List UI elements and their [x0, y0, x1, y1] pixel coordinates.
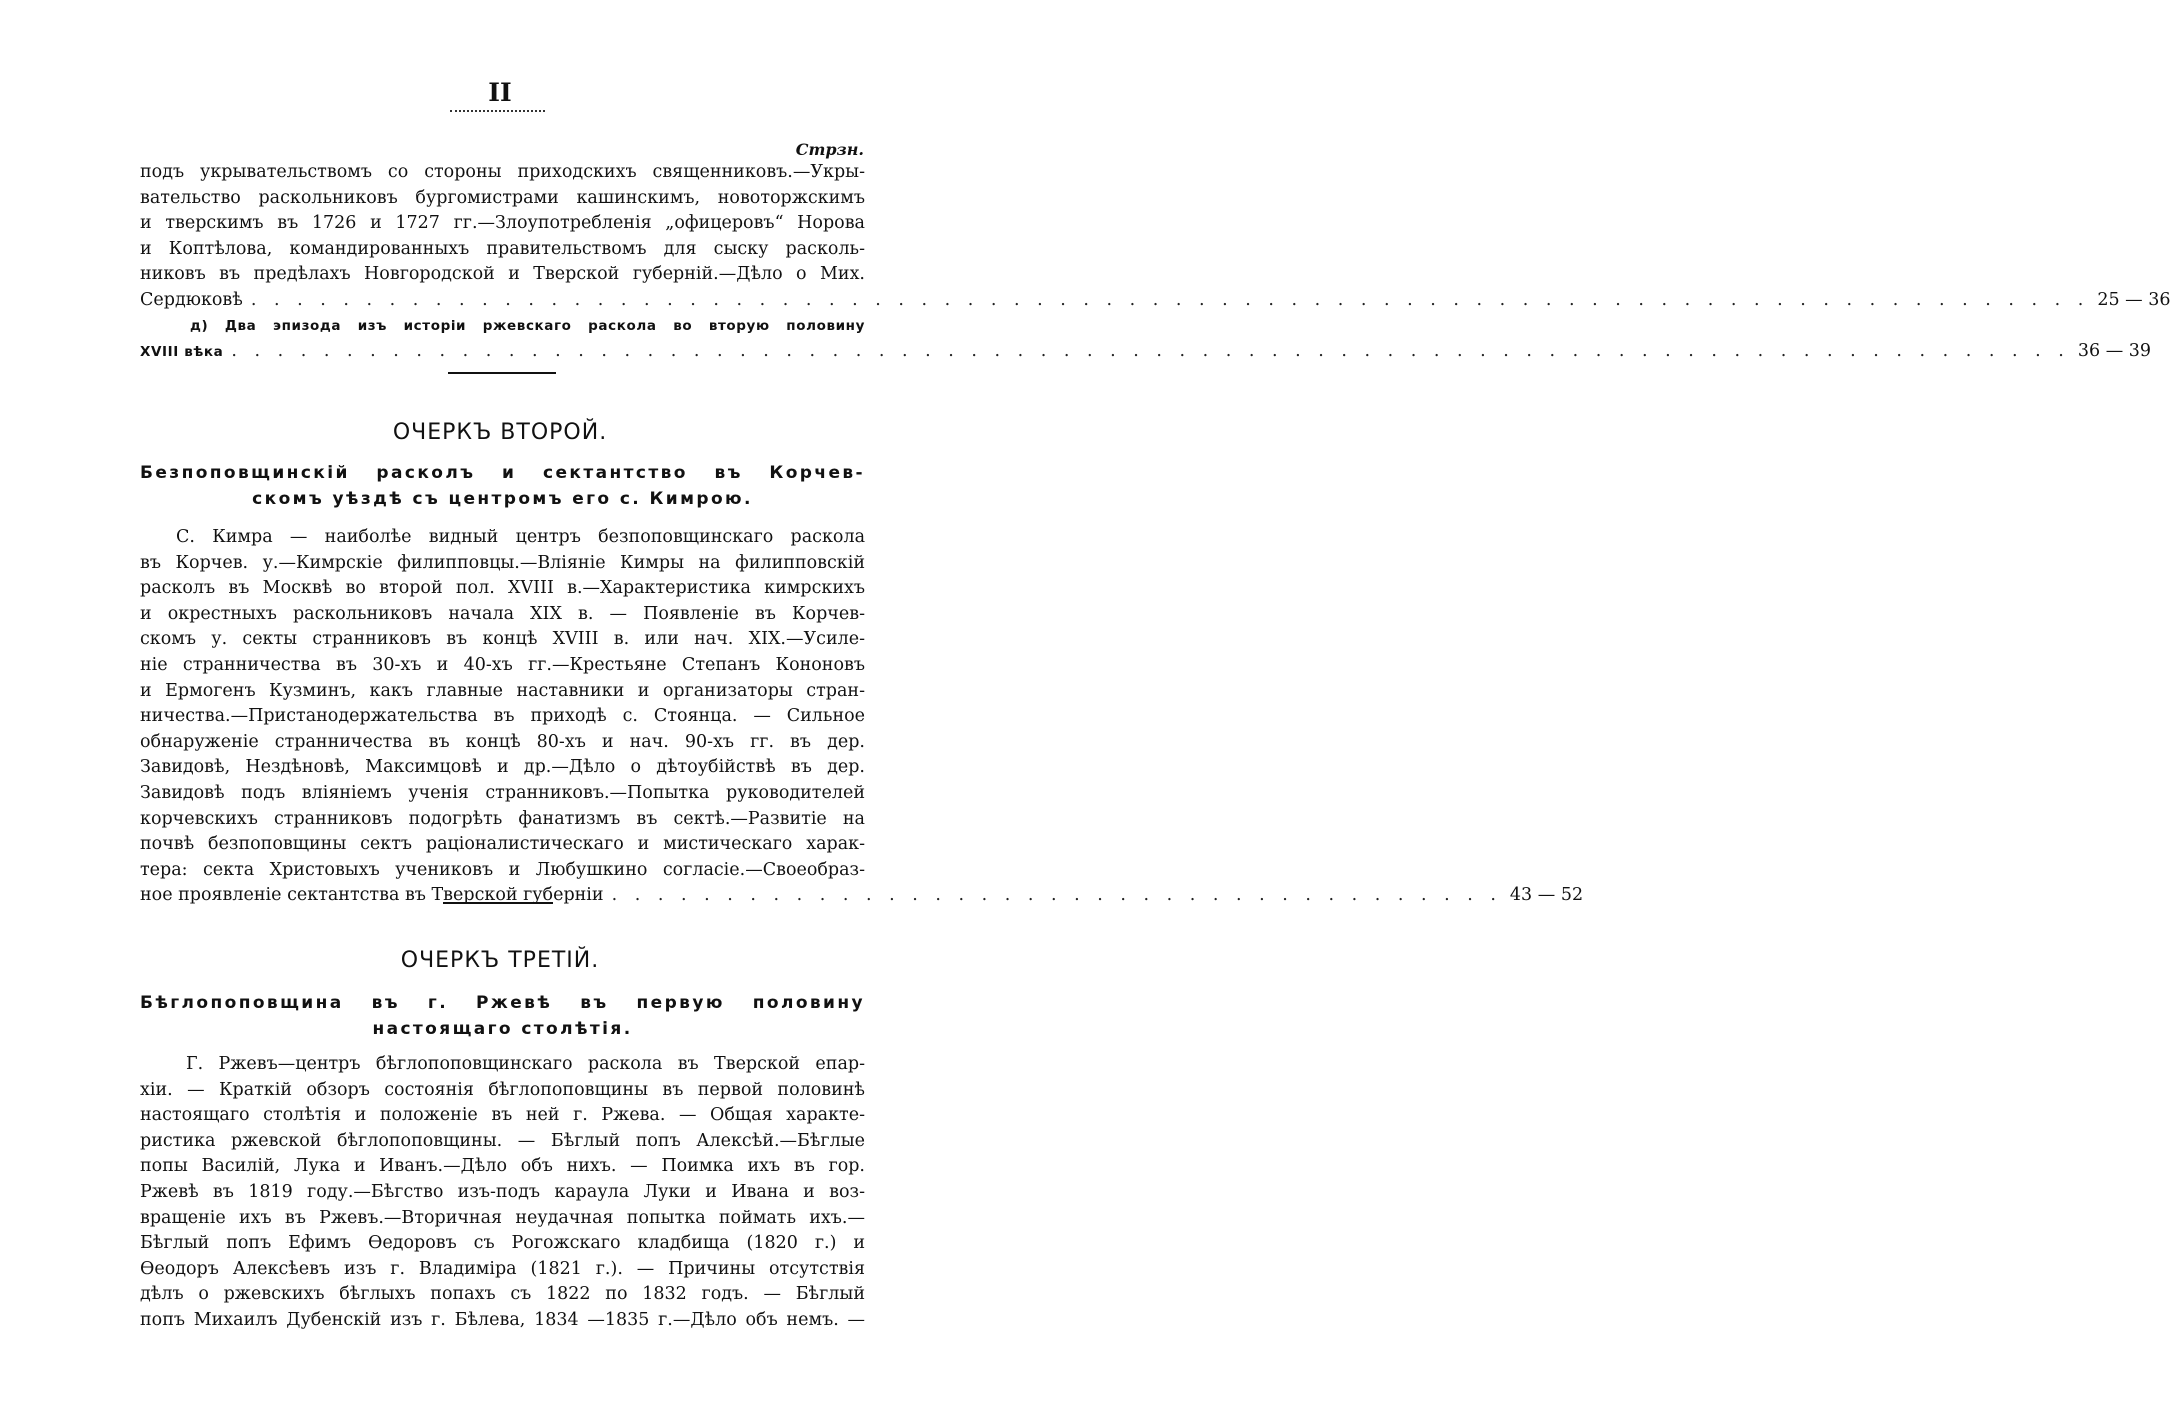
essay-three-body	[140, 1052, 865, 1334]
text-line: въ Корчев. у.—Кимрскіе филипповцы.—Вліяніе Кимры на филипповскій	[140, 552, 865, 573]
page-number: II	[488, 78, 512, 107]
text-line: Г. Ржевъ—центръ бѣглопоповщинскаго раскола въ Тверской епар-	[186, 1054, 865, 1074]
text-line: корчевскихъ странниковъ подогрѣть фанатизмъ въ сектѣ.—Развитіе на	[140, 808, 865, 829]
subtitle-line: Бѣглопоповщина въ г. Ржевѣ въ первую половину	[140, 993, 865, 1013]
text-line: скомъ у. секты странниковъ въ концѣ XVIII в. или нач. XIX.—Усиле-	[140, 629, 865, 650]
section-divider	[448, 372, 556, 374]
text-line: Ѳеодоръ Алексѣевъ изъ г. Владиміра (1821 г.). — Причины отсутствія	[140, 1258, 865, 1279]
text-line: и тверскимъ въ 1726 и 1727 гг.—Злоупотребленія „офицеровъ“ Норова	[140, 213, 865, 234]
text-line: подъ укрывательствомъ со стороны приходскихъ священниковъ.—Укры-	[140, 162, 865, 182]
text-line: ристика ржевской бѣглопоповщины. — Бѣглый попъ Алексѣй.—Бѣглые	[140, 1130, 865, 1151]
text-line: и окрестныхъ раскольниковъ начала XIX в. — Появленіе въ Корчев-	[140, 603, 865, 624]
text-line: почвѣ безпоповщины сектъ раціоналистическаго и мистическаго харак-	[140, 834, 865, 855]
essay-two-title: ОЧЕРКЪ ВТОРОЙ.	[392, 420, 608, 445]
header-dotted-rule	[450, 110, 545, 112]
toc-entry-text: XVIII вѣка	[140, 344, 224, 361]
text-line: и Коптѣлова, командированныхъ правительствомъ для сыску расколь-	[140, 238, 865, 259]
text-line: расколъ въ Москвѣ во второй пол. XVIII в.—Характеристика кимрскихъ	[140, 578, 865, 599]
text-line: никовъ въ предѣлахъ Новгородской и Тверской губерній.—Дѣло о Мих.	[140, 264, 865, 285]
text-line: попъ Михаилъ Дубенскій изъ г. Бѣлева, 1834 —1835 г.—Дѣло объ немъ. —	[140, 1309, 865, 1330]
toc-entry	[140, 339, 2152, 365]
subtitle-line: настоящаго столѣтія.	[372, 1018, 633, 1039]
item-d-heading: д) Два эпизода изъ исторіи ржевскаго раскола во вторую половину	[190, 317, 865, 334]
text-line: С. Кимра — наиболѣе видный центръ безпоповщинскаго раскола	[176, 527, 865, 547]
toc-entry	[140, 288, 2171, 314]
essay-three-subtitle	[140, 992, 865, 1043]
subtitle-line: скомъ уѣздѣ съ центромъ его с. Кимрою.	[252, 488, 753, 509]
essay-two-subtitle	[140, 462, 865, 513]
subtitle-line: Безпоповщинскій расколъ и сектантство въ Корчев-	[140, 463, 865, 483]
toc-entry	[140, 883, 1584, 909]
toc-leader-dots: . . . . . . . . . . . . . . . . . . . . . . . . . . . . . . . . . . . . . . .	[611, 885, 1502, 906]
toc-leader-dots: . . . . . . . . . . . . . . . . . . . . . . . . . . . . . . . . . . . . . . . . . . . . . . . . . . . . . . . . . . . . . . . . . . . . . . . . . . . . . . . .	[231, 341, 2070, 362]
essay-three-title: ОЧЕРКЪ ТРЕТІЙ.	[400, 948, 600, 973]
text-line: ніе странничества въ 30-хъ и 40-хъ гг.—Крестьяне Степанъ Кононовъ	[140, 654, 865, 675]
essay-two-body	[140, 525, 1584, 909]
toc-leader-dots: . . . . . . . . . . . . . . . . . . . . . . . . . . . . . . . . . . . . . . . . . . . . . . . . . . . . . . . . . . . . . . . . . . . . . . . . . . . . . . . .	[250, 289, 2090, 310]
text-line: Завидовѣ, Нездѣновѣ, Максимцовѣ и др.—Дѣло о дѣтоубійствѣ въ дер.	[140, 757, 865, 778]
text-line: тера: секта Христовыхъ учениковъ и Любушкино согласіе.—Своеобраз-	[140, 859, 865, 880]
toc-page-range: 43 — 52	[1509, 885, 1584, 906]
text-line: Завидовѣ подъ вліяніемъ ученія странниковъ.—Попытка руководителей	[140, 782, 865, 803]
toc-page-range: 36 — 39	[2077, 341, 2152, 362]
text-line: Ржевѣ въ 1819 году.—Бѣгство изъ-подъ караула Луки и Ивана и воз-	[140, 1181, 865, 1202]
text-line: дѣлъ о ржевскихъ бѣглыхъ попахъ съ 1822 по 1832 годъ. — Бѣглый	[140, 1284, 865, 1305]
toc-entry-text: ное проявленіе сектантства въ Тверской губерніи	[140, 885, 604, 906]
text-line: Бѣглый попъ Ефимъ Ѳедоровъ съ Рогожскаго кладбища (1820 г.) и	[140, 1233, 865, 1254]
text-line: обнаруженіе странничества въ концѣ 80-хъ и нач. 90-хъ гг. въ дер.	[140, 731, 865, 752]
text-line: ничества.—Пристанодержательства въ приходѣ с. Стоянца. — Сильное	[140, 706, 865, 727]
toc-entry-text: Сердюковѣ	[140, 289, 243, 310]
text-line: попы Василій, Лука и Иванъ.—Дѣло объ нихъ. — Поимка ихъ въ гор.	[140, 1156, 865, 1177]
text-line: настоящаго столѣтія и положеніе въ ней г. Ржева. — Общая характе-	[140, 1105, 865, 1126]
intro-section	[140, 160, 2171, 365]
text-line: хіи. — Краткій обзоръ состоянія бѣглопоповщины въ первой половинѣ	[140, 1079, 865, 1100]
text-line: и Ермогенъ Кузминъ, какъ главные наставники и организаторы стран-	[140, 680, 865, 701]
text-line: вращеніе ихъ въ Ржевъ.—Вторичная неудачная попытка поймать ихъ.—	[140, 1207, 865, 1228]
section-divider	[443, 902, 553, 904]
toc-page-range: 25 — 36	[2097, 289, 2171, 310]
pages-column-label: Стрзн.	[795, 140, 864, 159]
text-line: вательство раскольниковъ бургомистрами кашинскимъ, новоторжскимъ	[140, 187, 865, 208]
